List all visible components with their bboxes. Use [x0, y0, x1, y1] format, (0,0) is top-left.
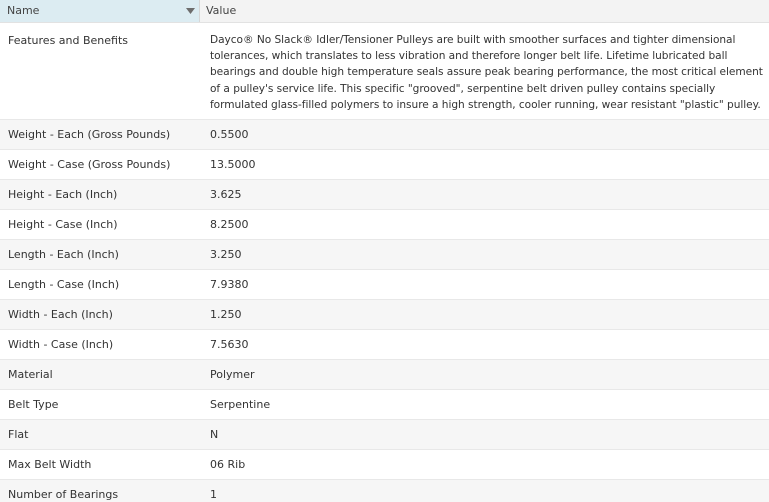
table-row[interactable] [0, 240, 769, 270]
column-menu-button[interactable] [182, 0, 199, 22]
table-row[interactable] [0, 480, 769, 502]
row-value: 7.9380 [210, 278, 249, 291]
row-name: Height - Case (Inch) [8, 218, 118, 231]
column-header-name-label: Name [7, 4, 40, 17]
table-row[interactable] [0, 360, 769, 390]
table-row[interactable] [0, 450, 769, 480]
row-name: Features and Benefits [8, 34, 129, 47]
column-header-value[interactable] [200, 0, 769, 22]
table-row[interactable] [0, 270, 769, 300]
table-row[interactable] [0, 390, 769, 420]
triangle-down-icon [186, 8, 195, 14]
column-header-name[interactable] [0, 0, 200, 22]
row-name: Width - Each (Inch) [8, 308, 113, 321]
column-header-value-label: Value [206, 4, 237, 17]
row-name: Max Belt Width [8, 458, 92, 471]
row-name: Weight - Each (Gross Pounds) [8, 128, 171, 141]
table-row[interactable] [0, 300, 769, 330]
row-value: 1 [210, 488, 217, 501]
row-name: Flat [8, 428, 29, 441]
row-value: 7.5630 [210, 338, 249, 351]
table-row[interactable] [0, 23, 769, 120]
row-name: Width - Case (Inch) [8, 338, 114, 351]
row-value: N [210, 428, 219, 441]
grid-header [0, 0, 769, 23]
row-name: Belt Type [8, 398, 59, 411]
row-value: 0.5500 [210, 128, 249, 141]
table-row[interactable] [0, 420, 769, 450]
table-row[interactable] [0, 210, 769, 240]
row-name: Length - Case (Inch) [8, 278, 120, 291]
row-name: Length - Each (Inch) [8, 248, 119, 261]
row-name: Material [8, 368, 53, 381]
row-value: 3.250 [210, 248, 242, 261]
row-value: 8.2500 [210, 218, 249, 231]
row-value: 06 Rib [210, 458, 246, 471]
row-value: Serpentine [210, 398, 271, 411]
table-row[interactable] [0, 150, 769, 180]
table-row[interactable] [0, 120, 769, 150]
row-name: Number of Bearings [8, 488, 119, 501]
row-value: Dayco® No Slack® Idler/Tensioner Pulleys are built with smoother surfaces and tighter dimensional tolerances, which translates to less vibration and therefore longer belt life. Lifetime lubricated ball bearings and double high temperature seals assure peak bearing performance, the most critical element of a pulley's service life. This specific "grooved", serpentine belt driven pulley contains specially formulated glass-filled polymers to insure a high strength, cooler running, wear resistant "plastic" pulley. [210, 34, 763, 111]
row-value: 3.625 [210, 188, 242, 201]
row-name: Weight - Case (Gross Pounds) [8, 158, 171, 171]
row-value: 13.5000 [210, 158, 256, 171]
row-value: 1.250 [210, 308, 242, 321]
row-value: Polymer [210, 368, 255, 381]
table-row[interactable] [0, 180, 769, 210]
table-row[interactable] [0, 330, 769, 360]
row-name: Height - Each (Inch) [8, 188, 118, 201]
